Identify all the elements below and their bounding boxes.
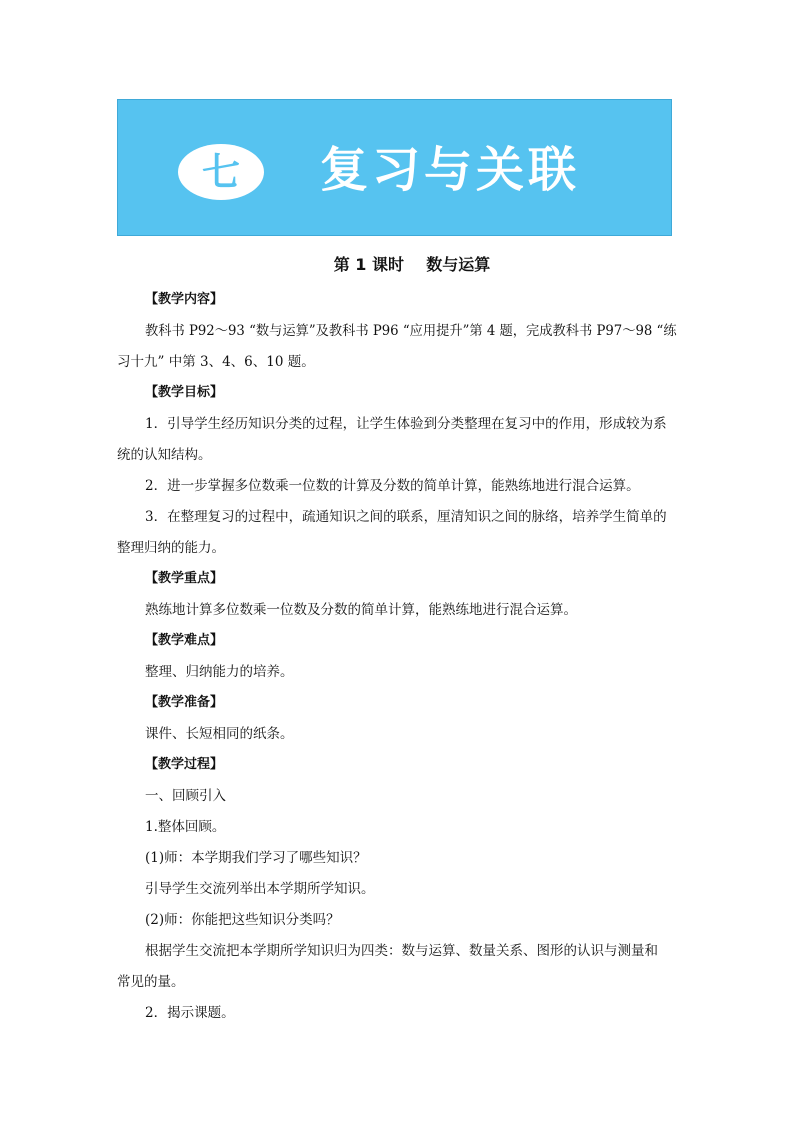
difficulty-text: 整理、归纳能力的培养。 bbox=[145, 664, 294, 680]
process-heading: 【教学过程】 bbox=[145, 757, 224, 772]
chapter-title: 复习与关联 bbox=[320, 142, 581, 198]
lesson-title: 第 1 课时 数与运算 bbox=[333, 255, 491, 274]
key-text: 熟练地计算多位数乘一位数及分数的简单计算，能熟练地进行混合运算。 bbox=[145, 602, 577, 618]
goal-1-line-1: 1．引导学生经历知识分类的过程，让学生体验到分类整理在复习中的作用，形成较为系 bbox=[145, 416, 667, 432]
chapter-number-badge bbox=[178, 144, 264, 200]
goals-heading: 【教学目标】 bbox=[145, 385, 224, 400]
chapter-banner bbox=[117, 99, 672, 236]
key-heading: 【教学重点】 bbox=[145, 571, 224, 586]
question-2: (2)师：你能把这些知识分类吗？ bbox=[145, 912, 340, 928]
content-text-line-1: 教科书 P92～93 “数与运算”及教科书 P96 “应用提升”第 4 题，完成教科书 P97～98 “练 bbox=[145, 323, 677, 339]
step-heading: 一、回顾引入 bbox=[145, 788, 226, 804]
goal-1-line-2: 统的认知结构。 bbox=[117, 447, 212, 463]
step-2: 2．揭示课题。 bbox=[145, 1005, 235, 1021]
content-heading: 【教学内容】 bbox=[145, 292, 224, 307]
goal-3-line-2: 整理归纳的能力。 bbox=[117, 540, 225, 556]
chapter-number: 七 bbox=[201, 150, 240, 194]
prep-heading: 【教学准备】 bbox=[145, 695, 224, 710]
question-2-note-line-1: 根据学生交流把本学期所学知识归为四类：数与运算、数量关系、图形的认识与测量和 bbox=[145, 943, 658, 959]
question-1-note: 引导学生交流列举出本学期所学知识。 bbox=[145, 881, 375, 897]
difficulty-heading: 【教学难点】 bbox=[145, 633, 224, 648]
step-1: 1.整体回顾。 bbox=[145, 819, 226, 835]
question-1: (1)师：本学期我们学习了哪些知识？ bbox=[145, 850, 367, 866]
question-2-note-line-2: 常见的量。 bbox=[117, 974, 185, 990]
content-text-line-2: 习十九” 中第 3、4、6、10 题。 bbox=[117, 354, 315, 370]
prep-text: 课件、长短相同的纸条。 bbox=[145, 726, 294, 742]
goal-3-line-1: 3．在整理复习的过程中，疏通知识之间的联系，厘清知识之间的脉络，培养学生简单的 bbox=[145, 509, 667, 525]
goal-2: 2．进一步掌握多位数乘一位数的计算及分数的简单计算，能熟练地进行混合运算。 bbox=[145, 478, 640, 494]
